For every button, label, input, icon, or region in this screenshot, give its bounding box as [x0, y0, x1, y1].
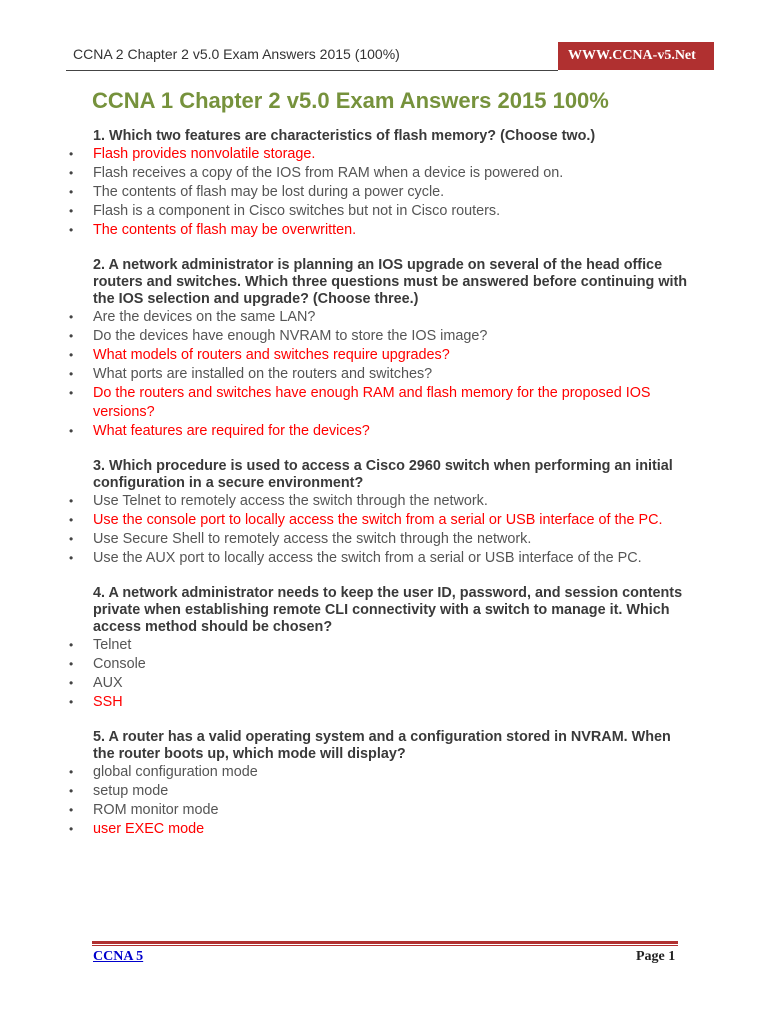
answer-item-correct: • The contents of flash may be overwritten.: [93, 221, 693, 240]
question-block: [93, 128, 693, 240]
answer-item: • Telnet: [93, 636, 693, 655]
answer-item: • AUX: [93, 674, 693, 693]
answer-item-correct: • What features are required for the devices?: [93, 422, 693, 441]
question-block: [93, 585, 693, 712]
answer-item: • ROM monitor mode: [93, 801, 693, 820]
answer-item-correct: • Use the console port to locally access the switch from a serial or USB interface of the PC.: [93, 511, 693, 530]
site-badge: [558, 42, 714, 70]
answer-item: • Use Secure Shell to remotely access the switch through the network.: [93, 530, 693, 549]
answer-item-correct: • What models of routers and switches require upgrades?: [93, 346, 693, 365]
answer-item: • setup mode: [93, 782, 693, 801]
answer-list: [93, 145, 693, 240]
answer-item: • Flash receives a copy of the IOS from RAM when a device is powered on.: [93, 164, 693, 183]
question-block: [93, 729, 693, 839]
answer-item: • The contents of flash may be lost during a power cycle.: [93, 183, 693, 202]
answer-list: [93, 763, 693, 839]
site-badge-label: WWW.CCNA-v5.Net: [568, 48, 696, 63]
answer-item: • What ports are installed on the routers and switches?: [93, 365, 693, 384]
header-divider: [66, 70, 558, 71]
answer-item: • Do the devices have enough NVRAM to store the IOS image?: [93, 327, 693, 346]
question-text: 1. Which two features are characteristics of flash memory? (Choose two.): [93, 128, 596, 144]
answer-item-correct: • Flash provides nonvolatile storage.: [93, 145, 693, 164]
question-list: [93, 128, 693, 839]
question-text: 4. A network administrator needs to keep the user ID, password, and session contents private when establishing remote CLI connectivity with a switch to manage it. Which access method should be chosen?: [93, 585, 683, 635]
answer-item: • Are the devices on the same LAN?: [93, 308, 693, 327]
answer-item-correct: • Do the routers and switches have enough RAM and flash memory for the proposed IOS versions?: [93, 384, 693, 422]
answer-list: [93, 636, 693, 712]
question-text: 5. A router has a valid operating system and a configuration stored in NVRAM. When the router boots up, which mode will display?: [93, 729, 671, 762]
document-title: CCNA 1 Chapter 2 v5.0 Exam Answers 2015 100%: [92, 88, 609, 113]
answer-item-correct: • SSH: [93, 693, 693, 712]
answer-item: • Console: [93, 655, 693, 674]
answer-item: • global configuration mode: [93, 763, 693, 782]
page-number: Page 1: [636, 949, 676, 964]
answer-item-correct: • user EXEC mode: [93, 820, 693, 839]
footer-divider: [92, 941, 678, 944]
question-text: 3. Which procedure is used to access a Cisco 2960 switch when performing an initial configuration in a secure environment?: [93, 458, 673, 491]
answer-item: • Flash is a component in Cisco switches but not in Cisco routers.: [93, 202, 693, 221]
answer-list: [93, 308, 693, 441]
answer-item: • Use the AUX port to locally access the switch from a serial or USB interface of the PC.: [93, 549, 693, 568]
header-text: CCNA 2 Chapter 2 v5.0 Exam Answers 2015 (100%): [73, 46, 400, 62]
question-block: [93, 257, 693, 441]
footer-divider-thin: [92, 945, 678, 946]
question-text: 2. A network administrator is planning an IOS upgrade on several of the head office routers and switches. Which three questions must be answered before continuing with the IOS selection and upgrade? (Choose three.): [93, 257, 688, 307]
question-block: [93, 458, 693, 568]
footer-link-ccna[interactable]: CCNA 5: [93, 949, 144, 964]
answer-item: • Use Telnet to remotely access the switch through the network.: [93, 492, 693, 511]
answer-list: [93, 492, 693, 568]
